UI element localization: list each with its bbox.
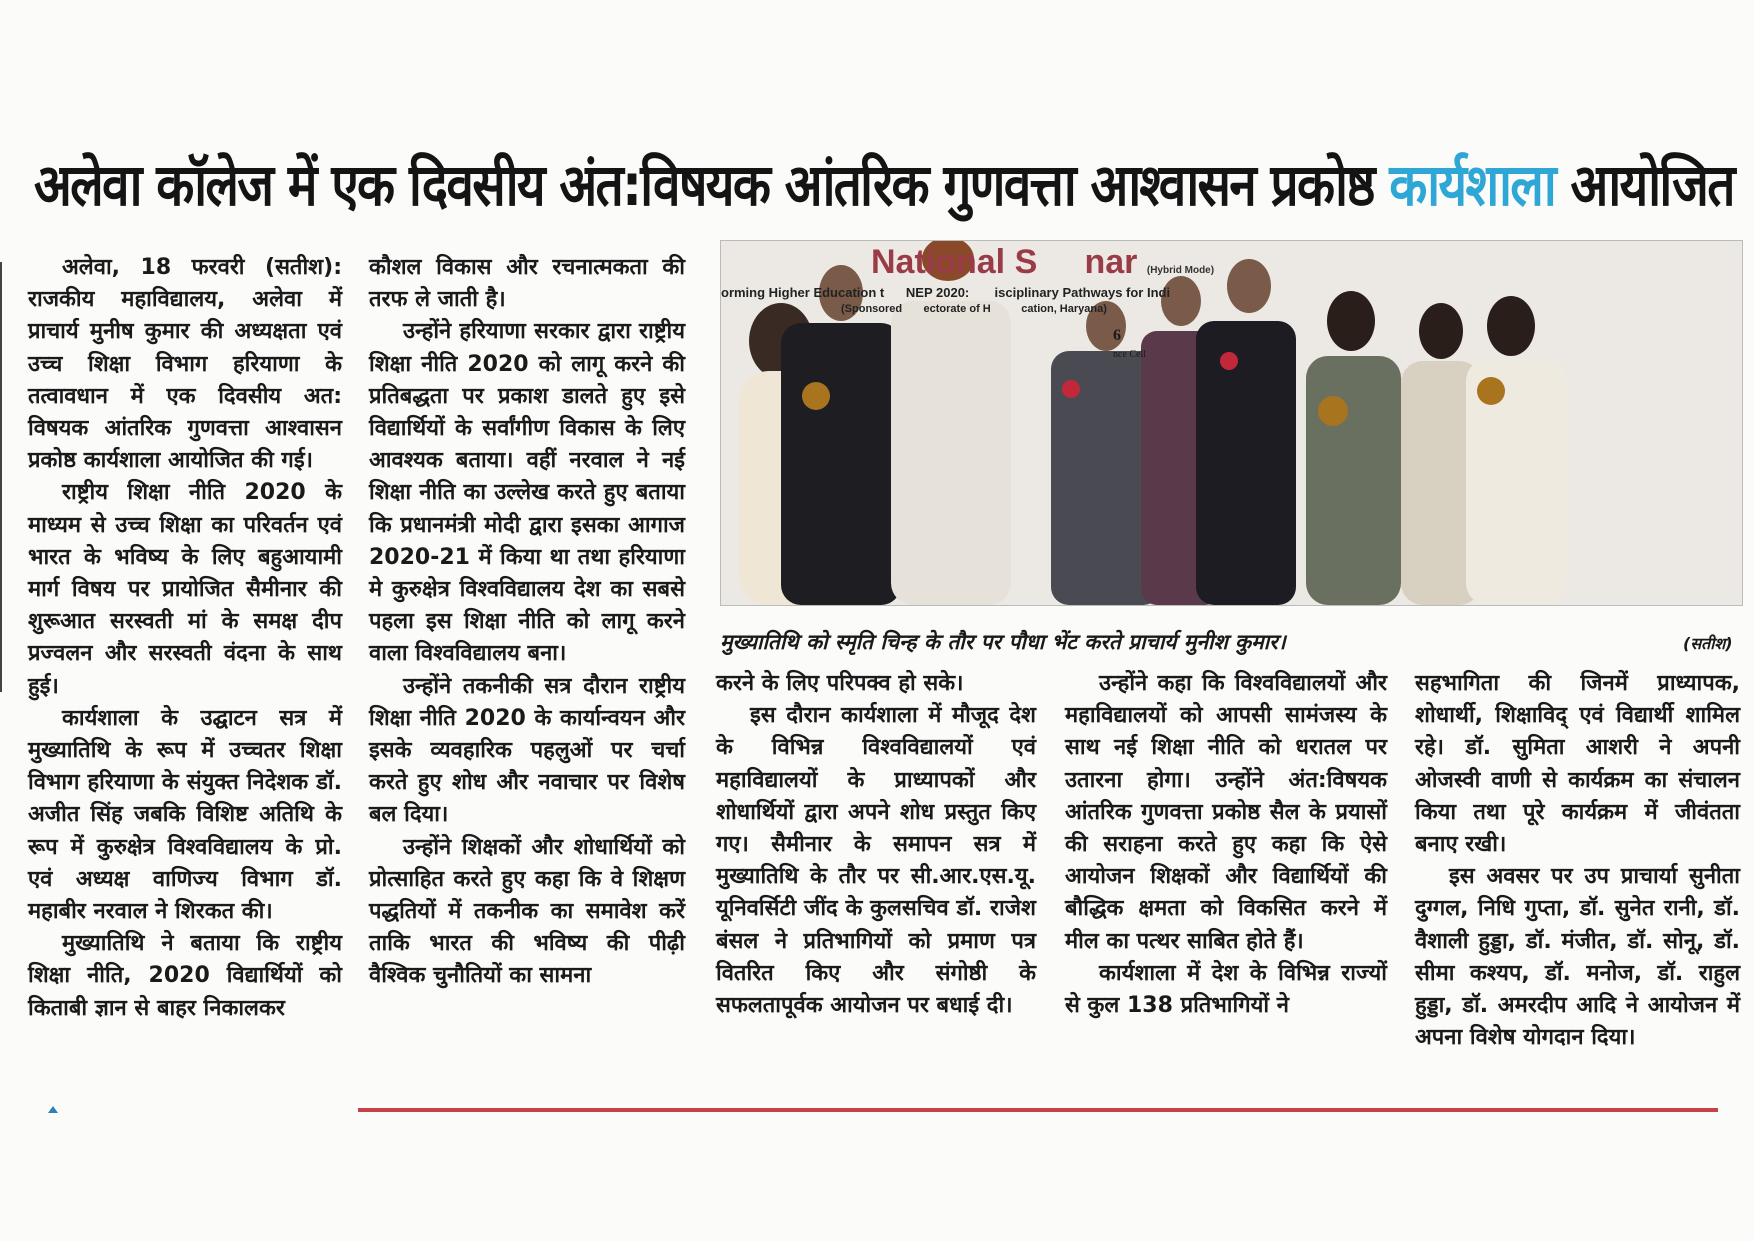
article-paragraph: उन्होंने हरियाणा सरकार द्वारा राष्ट्रीय शिक्षा नीति 2020 को लागू करने की प्रतिबद्धता पर प्रकाश डालते हुए इसे विद्यार्थियों के सर्वांगीण विकास के लिए आवश्यक बताया। वहीं नरवाल ने नई शिक्षा नीति का उल्लेख करते हुए बताया कि प्रधानमंत्री मोदी द्वारा इसका आगाज 2020-21 में किया था तथा हरियाणा मे कुरुक्षेत्र विश्वविद्यालय देश का सबसे पहला इस शिक्षा नीति को लागू करने वाला विश्वविद्यालय बना।	[369, 319, 685, 667]
article-paragraph: उन्होंने कहा कि विश्वविद्यालयों और महाविद्यालयों को आपसी सामंजस्य के साथ नई शिक्षा नीति को धरातल पर उतारना होगा। उन्होंने अंत:विषयक आंतरिक गुणवत्ता प्रकोष्ठ सैल के प्रयासों की सराहना करते हुए कहा कि ऐसे आयोजन शिक्षकों और विद्यार्थियों की बौद्धिक क्षमता को विकसित करने में मील का पत्थर साबित होते हैं।	[1065, 671, 1387, 954]
article-paragraph: मुख्यातिथि ने बताया कि राष्ट्रीय शिक्षा नीति, 2020 विद्यार्थियों को किताबी ज्ञान से बाहर निकालकर	[28, 931, 342, 1021]
article-column-3	[716, 668, 1036, 1022]
column-rule	[0, 262, 2, 692]
article-paragraph: उन्होंने शिक्षकों और शोधार्थियों को प्रोत्साहित करते हुए कहा कि वे शिक्षण पद्धतियों में तकनीक का समावेश करें ताकि भारत की भविष्य की पीढ़ी वैश्विक चुनौतियों का सामना	[369, 834, 685, 989]
article-paragraph: इस अवसर पर उप प्राचार्या सुनीता दुग्गल, निधि गुप्ता, डॉ. सुनेत रानी, डॉ. वैशाली हुड्डा, डॉ. मंजीत, डॉ. सोनू, डॉ. सीमा कश्यप, डॉ. मनोज, डॉ. राहुल हुड्डा, डॉ. अमरदीप आदि ने आयोजन में अपना विशेष योगदान दिया।	[1415, 864, 1740, 1051]
article-paragraph: सहभागिता की जिनमें प्राध्यापक, शोधार्थी, शिक्षाविद् एवं विद्यार्थी शामिल रहे। डॉ. सुमिता आशरी ने अपनी ओजस्वी वाणी से कार्यक्रम का संचालन किया तथा पूरे कार्यक्रम में जीवंतता बनाए रखी।	[1415, 671, 1740, 858]
edge-marker-icon	[48, 1106, 58, 1113]
photo-caption: मुख्यातिथि को स्मृति चिन्ह के तौर पर पौधा भेंट करते प्राचार्य मुनीश कुमार।	[720, 630, 1286, 654]
banner-subtitle: orming Higher Education t NEP 2020: isciplinary Pathways for Indi	[721, 285, 1171, 300]
article-paragraph: कौशल विकास और रचनात्मकता की तरफ ले जाती है।	[369, 255, 685, 313]
headline-text: अलेवा कॉलेज में एक दिवसीय अंत:विषयक आंतरिक गुणवत्ता आश्वासन प्रकोष्ठ	[34, 151, 1390, 219]
article-column-4	[1065, 668, 1387, 1022]
headline-text-end: आयोजित	[1554, 151, 1734, 219]
article-column-1	[28, 252, 342, 1025]
article-paragraph: इस दौरान कार्यशाला में मौजूद देश के विभिन्न विश्वविद्यालयों एवं महाविद्यालयों के प्राध्यापकों और शोधार्थियों द्वारा अपने शोध प्रस्तुत किए गए। सैमीनार के समापन सत्र में मुख्यातिथि के तौर पर सी.आर.एस.यू. यूनिवर्सिटी जींद के कुलसचिव डॉ. राजेश बंसल ने प्रतिभागियों को प्रमाण पत्र वितरित किए और संगोष्ठी के सफलतापूर्वक आयोजन पर बधाई दी।	[716, 703, 1036, 1019]
article-column-2	[369, 252, 685, 993]
headline	[34, 148, 1734, 222]
banner-sponsor: (Sponsored ectorate of H cation, Haryana)	[841, 303, 1107, 315]
article-paragraph: अलेवा, 18 फरवरी (सतीश): राजकीय महाविद्यालय, अलेवा में प्राचार्य मुनीष कुमार की अध्यक्षता एवं उच्च शिक्षा विभाग हरियाणा के तत्वावधान में एक दिवसीय अत: विषयक आंतरिक गुणवत्ता आश्वासन प्रकोष्ठ कार्यशाला आयोजित की गई।	[28, 255, 342, 474]
banner-cell: nce Cell	[1113, 349, 1147, 360]
article-paragraph: कार्यशाला के उद्घाटन सत्र में मुख्यातिथि के रूप में उच्चतर शिक्षा विभाग हरियाणा के संयुक्त निदेशक डॉ. अजीत सिंह जबकि विशिष्ट अतिथि के रूप में कुरुक्षेत्र विश्वविद्यालय के प्रो. एवं अध्यक्ष वाणिज्य विभाग डॉ. महाबीर नरवाल ने शिरकत की।	[28, 705, 342, 925]
article-paragraph: करने के लिए परिपक्व हो सके।	[716, 671, 964, 696]
event-photo	[720, 240, 1743, 606]
banner-title: National S nar (Hybrid Mode)	[871, 243, 1215, 281]
headline-accent-word: कार्यशाला	[1389, 151, 1555, 219]
photo-credit: (सतीश)	[1683, 634, 1733, 653]
article-column-5	[1415, 668, 1740, 1054]
article-paragraph: उन्होंने तकनीकी सत्र दौरान राष्ट्रीय शिक्षा नीति 2020 के कार्यान्वयन और इसके व्यवहारिक पहलुओं पर चर्चा करते हुए शोध और नवाचार पर विशेष बल दिया।	[369, 673, 685, 828]
banner-number: 6	[1113, 327, 1121, 344]
article-paragraph: कार्यशाला में देश के विभिन्न राज्यों से कुल 138 प्रतिभागियों ने	[1065, 960, 1387, 1019]
bottom-rule	[358, 1108, 1718, 1112]
article-paragraph: राष्ट्रीय शिक्षा नीति 2020 के माध्यम से उच्च शिक्षा का परिवर्तन एवं भारत के भविष्य के लिए बहुआयामी मार्ग विषय पर प्रायोजित सैमीनार की शुरूआत सरस्वती मां के समक्ष दीप प्रज्वलन और सरस्वती वंदना के साथ हुई।	[28, 480, 342, 699]
